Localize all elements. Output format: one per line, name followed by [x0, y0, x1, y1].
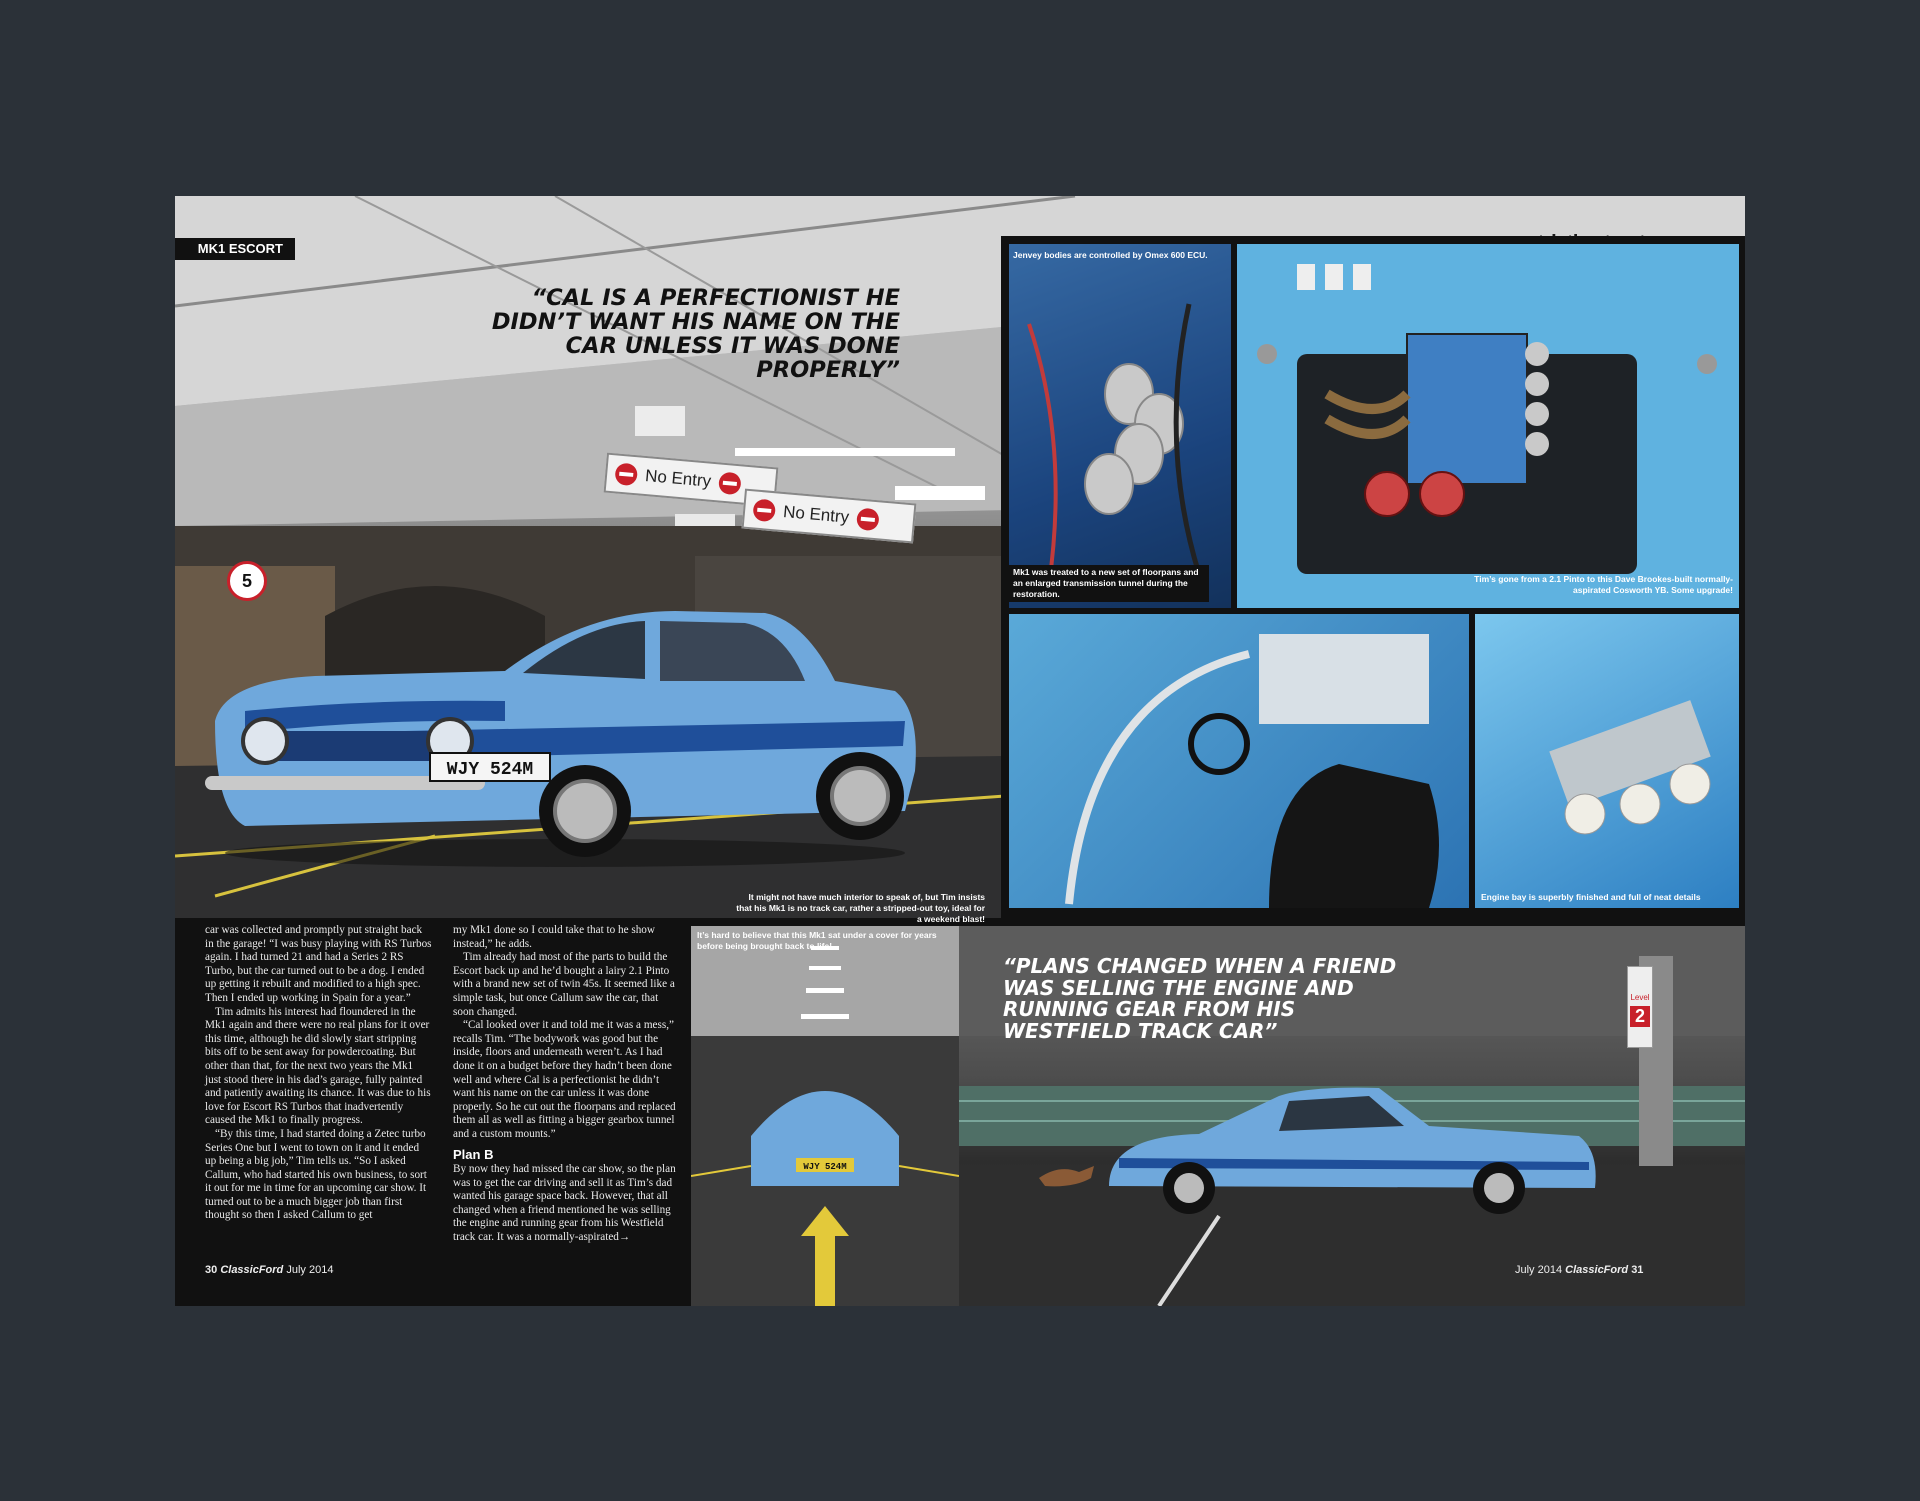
tunnel-caption: It’s hard to believe that this Mk1 sat under a cover for years before being brought back to life!	[697, 930, 937, 951]
floorpans-caption-box	[1009, 565, 1209, 602]
paragraph: my Mk1 done so I could take that to he show instead,” he adds.	[453, 924, 655, 950]
floorpans-caption: Mk1 was treated to a new set of floorpans and an enlarged transmission tunnel during the restoration.	[1013, 567, 1199, 599]
magazine-brand: ClassicFord	[1565, 1264, 1629, 1276]
interior-photo	[1009, 614, 1469, 908]
tunnel-scene	[691, 926, 959, 1306]
page-number: 31	[1631, 1264, 1644, 1276]
article-column-2	[453, 924, 680, 1245]
subheading: Plan B	[453, 1146, 494, 1162]
blue-escort-car	[205, 571, 925, 871]
cosworth-engine-photo	[1237, 244, 1739, 608]
level-sign	[1627, 966, 1653, 1048]
no-entry-icon	[718, 471, 742, 495]
jenvey-throttle-bodies-photo	[1009, 244, 1231, 608]
no-entry-icon	[856, 507, 880, 531]
car-park-tunnel-photo	[691, 926, 959, 1306]
pull-quote-top: “CAL IS A PERFECTIONIST HE DIDN’T WANT HIS NAME ON THE CAR UNLESS IT WAS DONE PROPERLY”	[491, 285, 900, 383]
magazine-spread	[175, 196, 1745, 1306]
pull-quote-bottom: “PLANS CHANGED WHEN A FRIEND WAS SELLING THE ENGINE AND RUNNING GEAR FROM HIS WESTFIELD TRACK CAR”	[1003, 954, 1397, 1043]
issue-date: July 2014	[1515, 1264, 1563, 1276]
section-tag: MK1 ESCORT	[175, 238, 295, 260]
paragraph: “Cal looked over it and told me it was a mess,” recalls Tim. “The bodywork was good but the inside, floors and underneath weren’t. As I had done it on a budget before they hadn’t been done well and where Cal is a perfectionist he didn’t want his name on the car unless it was done properly. So he cut out the floorpans and replaced them all as well as fitting a bigger gearbox tunnel and a custom mounts.”	[453, 1019, 676, 1140]
reservoirs-illustration	[1475, 614, 1739, 908]
engine-bay-caption: Engine bay is superbly finished and full of neat details	[1481, 892, 1701, 902]
paragraph	[453, 1163, 680, 1245]
paragraph-text: By now they had missed the car show, so the plan was to get the car driving and sell it as Tim’s dad wanted his garage space back. However, that all changed when a friend mentioned he was selling the engine and running gear from his Westfield track car. It was a normally-aspirated	[453, 1163, 676, 1244]
continue-arrow-icon: →	[618, 1231, 631, 1244]
paragraph: Tim admits his interest had floundered in the Mk1 again and there were no real plans for it over this time, although he did slowly start stripping bits off to be sent away for powdercoating. But other than that, for the next two years the Mk1 just stood there in his dad’s garage, fully painted and patiently awaiting its chance. It was due to his love for Escort RS Turbos that inadvertently caused the Mk1 to finally progress.	[205, 1005, 431, 1127]
engine-bay-detail-photo	[1475, 614, 1739, 908]
interior-illustration	[1009, 614, 1469, 908]
folio-right	[1515, 1264, 1643, 1276]
engine-caption: Tim’s gone from a 2.1 Pinto to this Dave Brookes-built normally-aspirated Cosworth YB. Some upgrade!	[1474, 574, 1733, 595]
hero-caption: It might not have much interior to speak of, but Tim insists that his Mk1 is no track car, rather a stripped-out toy, ideal for a weekend blast!	[736, 892, 985, 924]
issue-date: July 2014	[286, 1264, 334, 1276]
page-number: 30	[205, 1264, 218, 1276]
paragraph: car was collected and promptly put straight back in the garage! “I was busy playing with RS Turbos again. I had turned 21 and had a Series 2 RS Turbo, but the car turned out to be a dog. I ended up getting it rebuilt and modified to a high spec. Then I ended up working in Spain for a year.”	[205, 924, 432, 1004]
throttle-bodies-illustration	[1009, 244, 1231, 608]
paragraph: Tim already had most of the parts to build the Escort back up and he’d bought a lairy 2.1 Pinto with a brand new set of twin 45s. It seemed like a simple task, but once Callum saw the car, that soon changed.	[453, 951, 675, 1018]
level-number: 2	[1630, 1006, 1650, 1027]
rear-number-plate: WJY 524M	[803, 1162, 847, 1172]
number-plate: WJY 524M	[446, 760, 534, 780]
level-number-sign: 5	[227, 561, 267, 601]
no-entry-text: No Entry	[782, 502, 850, 527]
jenvey-caption: Jenvey bodies are controlled by Omex 600 ECU.	[1013, 250, 1208, 260]
level-label: Level	[1630, 993, 1650, 1002]
magazine-brand: ClassicFord	[220, 1264, 284, 1276]
no-entry-icon	[614, 462, 638, 486]
article-column-1	[205, 924, 432, 1223]
paragraph: “By this time, I had started doing a Zetec turbo Series One but I went to town on it and it ended up being a big job,” Tim tells us. “So I asked Callum, who had started his own business, to sort it out for me in time for an upcoming car show. It turned out to be a much bigger job than first thought so then I asked Callum to get	[205, 1127, 427, 1222]
engine-bay-illustration	[1237, 244, 1739, 608]
no-entry-text: No Entry	[644, 466, 712, 491]
no-entry-icon	[752, 498, 776, 522]
folio-left	[205, 1264, 333, 1276]
